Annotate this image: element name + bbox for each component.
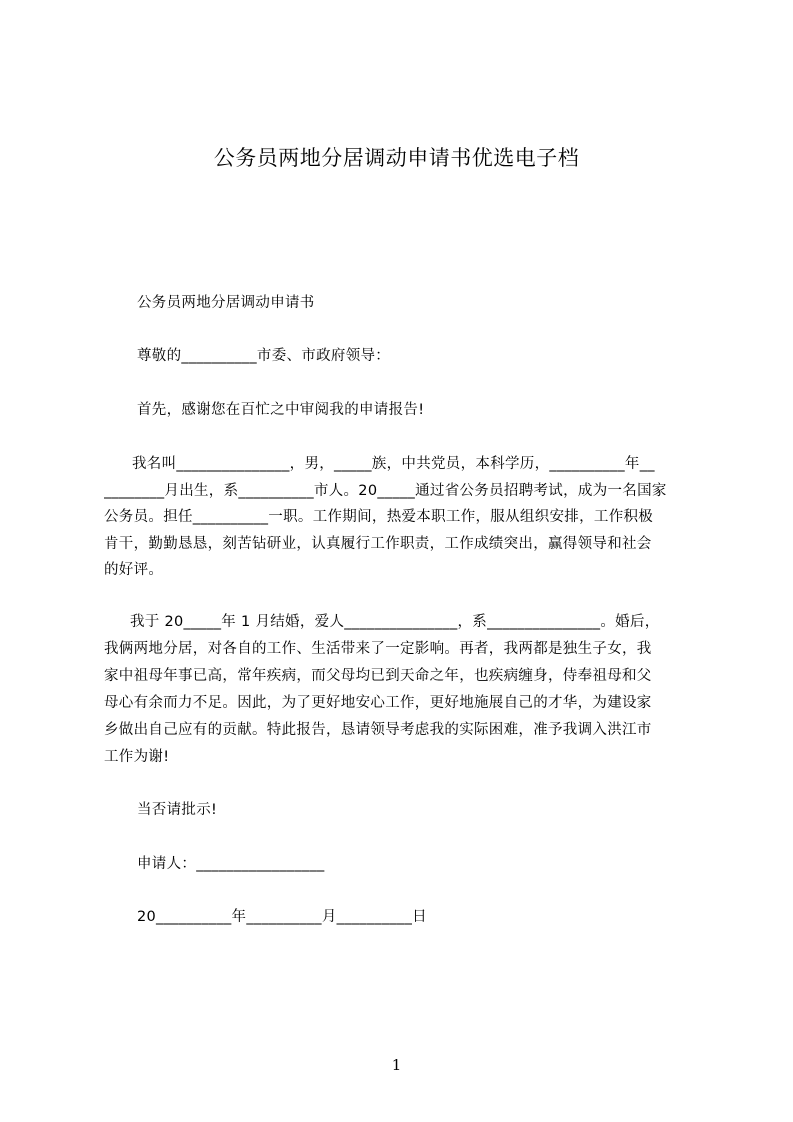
letter-heading: 公务员两地分居调动申请书 [137,295,315,311]
paragraph-marriage-line: 母心有余而力不足。因此，为了更好地安心工作，更好地施展自己的才华，为建设家 [104,695,652,711]
paragraph-marriage-line: 家中祖母年事已高，常年疾病，而父母均已到天命之年，也疾病缠身，侍奉祖母和父 [104,668,652,684]
paragraph-marriage-line: 工作为谢! [104,749,170,765]
applicant-signature-line: 申请人：_________________ [137,856,325,872]
paragraph-intro-line: ________月出生，系__________市人。20_____通过省公务员招聘考试，成为一名国家 [104,483,667,499]
date-line: 20__________年__________月__________日 [137,909,427,925]
document-title: 公务员两地分居调动申请书优选电子档 [213,146,580,170]
paragraph-intro-line: 肯干，勤勤恳恳，刻苦钻研业，认真履行工作职责，工作成绩突出，赢得领导和社会 [104,536,652,552]
paragraph-intro-line: 的好评。 [104,562,164,578]
paragraph-intro-line: 我名叫_______________，男，_____族，中共党员，本科学历，__________年__ [132,456,655,472]
page-number: 1 [391,1056,402,1074]
salutation: 尊敬的__________市委、市政府领导： [137,348,391,364]
paragraph-thanks: 首先，感谢您在百忙之中审阅我的申请报告! [137,402,425,418]
paragraph-marriage-line: 乡做出自己应有的贡献。特此报告，恳请领导考虑我的实际困难，准予我调入洪江市 [104,722,652,738]
paragraph-intro-line: 公务员。担任__________一职。工作期间，热爱本职工作，服从组织安排，工作积极 [104,509,654,525]
body-text-area [104,0,699,1000]
closing-request: 当否请批示! [137,802,218,818]
paragraph-marriage-line: 我俩两地分居，对各自的工作、生活带来了一定影响。再者，我两都是独生子女，我 [104,641,652,657]
paragraph-marriage-line: 我于 20_____年 1 月结婚，爱人_______________，系_______________。婚后， [130,614,660,630]
